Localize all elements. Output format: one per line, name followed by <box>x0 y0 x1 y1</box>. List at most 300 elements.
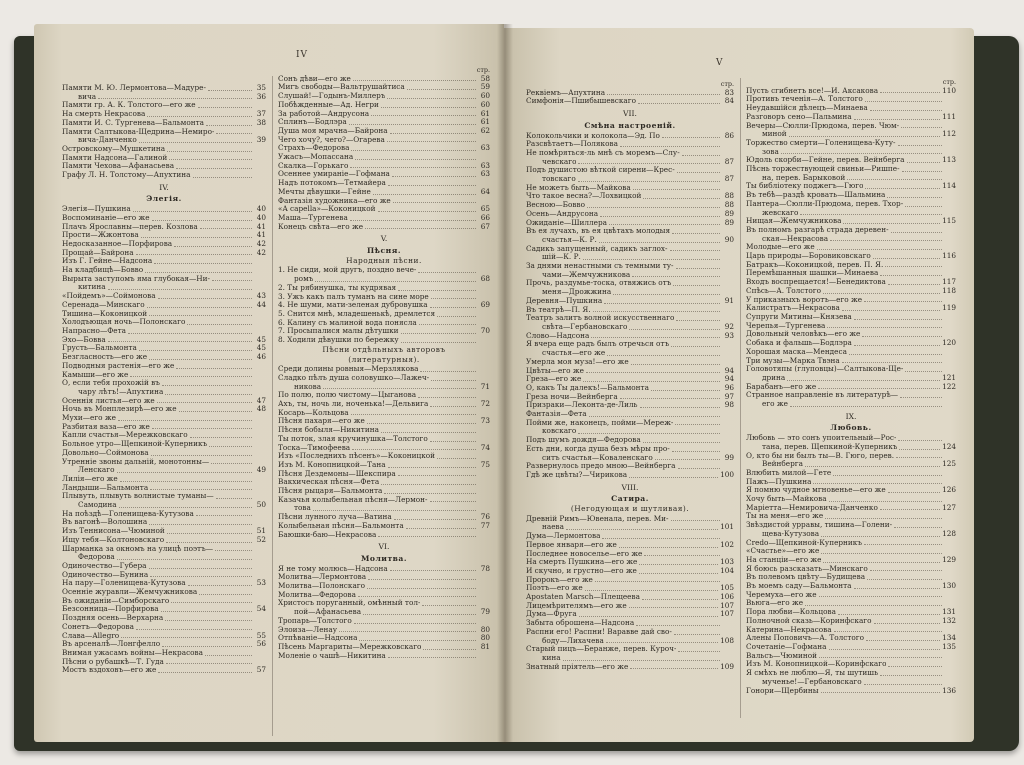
toc-entry <box>62 658 266 667</box>
dot-leader <box>823 287 940 294</box>
dot-leader <box>339 626 476 633</box>
dot-leader <box>599 236 720 243</box>
dot-leader <box>620 140 720 147</box>
toc-entry <box>746 200 956 209</box>
toc-entry <box>278 153 490 162</box>
toc-entry-page: 77 <box>480 521 490 530</box>
toc-entry-page: 37 <box>256 110 266 119</box>
dot-leader <box>167 527 252 534</box>
toc-entry <box>746 687 956 696</box>
toc-entry-page <box>944 573 956 582</box>
dot-leader <box>790 400 942 407</box>
dot-leader <box>205 649 252 656</box>
toc-entry-title: Полночной сказь—Коринфскаго <box>746 616 872 625</box>
toc-entry-page <box>944 95 956 104</box>
toc-entry-title: Apostaten Marsch—Плещеева <box>526 593 640 602</box>
toc-entry-page <box>722 419 734 428</box>
toc-entry-page <box>254 553 266 562</box>
dot-leader <box>384 487 476 494</box>
toc-entry-title: Древній Римъ—Ювенала, перев. Ми- <box>526 514 669 523</box>
toc-entry-title: Пѣсня пахаря—его же <box>278 417 365 426</box>
toc-entry-page <box>722 427 734 436</box>
toc-entry-title: Вакхическая пѣсня—Фета <box>278 478 380 487</box>
toc-entry-title: Я не тому молюсь—Надсона <box>278 564 388 573</box>
toc-entry-page <box>254 440 266 449</box>
toc-entry-page <box>254 371 266 380</box>
toc-entry <box>526 314 734 323</box>
toc-entry-title: Три музы—Марка Твэна <box>746 356 840 365</box>
toc-entry-title: Первое января—его же <box>526 540 617 549</box>
toc-entry <box>62 101 266 110</box>
toc-entry <box>526 288 734 297</box>
toc-entry-title: На смерть Пушкина—его же <box>526 558 638 567</box>
toc-entry-title: Лилія—его же <box>62 474 118 483</box>
toc-entry <box>278 75 490 84</box>
dot-leader <box>176 362 252 369</box>
toc-entry <box>62 397 266 406</box>
toc-entry-title: Ожиданіе—Шиллера <box>526 218 608 227</box>
dot-leader <box>631 358 720 365</box>
dot-leader <box>158 292 252 299</box>
toc-entry-page: 112 <box>942 130 956 139</box>
dot-leader <box>368 573 476 580</box>
toc-entry-title: Мечты дѣвушки—Гейне <box>278 187 371 196</box>
dot-leader <box>350 162 476 169</box>
toc-entry <box>278 144 490 153</box>
dot-leader <box>620 393 720 400</box>
dot-leader <box>819 591 942 598</box>
toc-entry-title: Серенада—Минскаго <box>62 300 145 309</box>
toc-entry <box>746 191 956 200</box>
toc-entry-page: 121 <box>942 373 956 382</box>
dot-leader <box>350 214 476 221</box>
toc-entry-page <box>944 313 956 322</box>
toc-entry-title: Забыта оброшена—Надсона <box>526 619 635 628</box>
column-header-str: стр. <box>720 80 734 88</box>
toc-entry-title: Греза—его же <box>526 375 582 384</box>
toc-entry <box>62 545 266 554</box>
toc-entry-title: Любовь — это сонъ упоительный—Рос- <box>746 434 897 443</box>
toc-entry-title: Въ театрѣ—П. Я. <box>526 305 591 314</box>
toc-entry-page: 109 <box>720 662 734 671</box>
dot-leader <box>675 419 720 426</box>
toc-entry-title: Подъ душистою вѣткой сирени—Крес- <box>526 166 675 175</box>
dot-leader <box>591 332 720 339</box>
toc-entry-page: 106 <box>720 593 734 602</box>
toc-entry <box>526 253 734 262</box>
toc-entry-title: Слава—Allegro <box>62 631 120 640</box>
toc-entry <box>526 375 734 384</box>
toc-entry-page: 87 <box>724 157 734 166</box>
toc-entry-page: 100 <box>720 470 734 479</box>
toc-entry-title: Ночь въ Монплезирѣ—его же <box>62 405 177 414</box>
toc-entry <box>62 605 266 614</box>
dot-leader <box>600 210 720 217</box>
toc-entry-page <box>478 179 490 188</box>
toc-entry-title: Больное утро—Щепкиной-Куперникъ <box>62 440 208 449</box>
toc-entry <box>746 252 956 261</box>
toc-entry-title: боду—Лихачева <box>542 636 604 645</box>
dot-leader <box>390 565 476 572</box>
toc-entry-page <box>944 139 956 148</box>
toc-entry-title: Сладко пѣлъ душа соловушко—Лажеч- <box>278 373 430 382</box>
toc-entry <box>62 510 266 519</box>
toc-entry-page: 129 <box>942 555 956 564</box>
toc-entry-page: 56 <box>256 640 266 649</box>
toc-entry-page <box>944 400 956 409</box>
dot-leader <box>867 573 942 580</box>
toc-entry-title: Элоиза—Ленау <box>278 625 338 634</box>
section-number: IX. <box>845 411 857 421</box>
toc-entry-page <box>944 235 956 244</box>
dot-leader <box>206 119 252 126</box>
dot-leader <box>152 423 252 430</box>
toc-entry-page: 110 <box>942 86 956 95</box>
toc-entry-page: 53 <box>256 579 266 588</box>
toc-entry <box>746 330 956 339</box>
toc-entry-page <box>944 226 956 235</box>
toc-entry-title: Пажъ—Пушкина <box>746 477 812 486</box>
dot-leader <box>674 628 720 635</box>
dot-leader <box>133 205 252 212</box>
toc-entry <box>746 460 956 469</box>
toc-entry <box>746 113 956 122</box>
dot-leader <box>381 426 476 433</box>
toc-entry-title: китина <box>78 283 106 292</box>
toc-entry-title: Тропарь—Толстого <box>278 616 352 625</box>
toc-entry-page <box>944 452 956 461</box>
toc-entry-title: Христосъ поруганный, омѣнный тол- <box>278 599 421 608</box>
toc-entry-title: Пѣсня рыцаря—Бальмонта <box>278 487 383 496</box>
toc-entry-title: О, какъ Ты далекъ!—Бальмонта <box>526 383 649 392</box>
dot-leader <box>198 101 252 108</box>
toc-entry-title: Баюшки-баю—Некрасова <box>278 530 377 539</box>
toc-entry-title: ситъ счастья—Коваленскаго <box>542 453 653 462</box>
toc-entry-title: 6. Калину съ малиной вода понясла <box>278 318 417 327</box>
toc-entry-page: 102 <box>720 540 734 549</box>
toc-entry-page: 94 <box>724 366 734 375</box>
toc-entry-page <box>944 122 956 131</box>
toc-entry-page <box>722 140 734 149</box>
dot-leader <box>398 470 476 477</box>
toc-entry-title: Памяти И. С. Тургенева—Бальмонта <box>62 118 204 127</box>
dot-leader <box>190 431 252 438</box>
dot-leader <box>121 632 252 639</box>
toc-entry <box>62 136 266 145</box>
toc-entry-title: Поздняя осень—Верхарна <box>62 614 164 623</box>
dot-leader <box>98 93 252 100</box>
toc-entry <box>278 409 490 418</box>
toc-entry-title: Прочь, раздумье-тоска, отвяжись отъ <box>526 279 672 288</box>
toc-entry <box>62 518 266 527</box>
toc-entry-page <box>478 591 490 600</box>
toc-entry <box>62 632 266 641</box>
toc-entry <box>746 348 956 357</box>
toc-entry <box>526 140 734 149</box>
toc-entry <box>278 197 490 206</box>
dot-leader <box>179 405 252 412</box>
dot-leader <box>870 104 942 111</box>
toc-entry <box>62 553 266 562</box>
toc-entry <box>278 591 490 600</box>
toc-entry-page: 134 <box>942 634 956 643</box>
toc-entry <box>746 660 956 669</box>
dot-leader <box>639 567 718 574</box>
toc-entry <box>278 188 490 197</box>
toc-entry <box>746 582 956 591</box>
toc-entry-page: 63 <box>480 161 490 170</box>
book-spine <box>497 24 513 744</box>
dot-leader <box>430 435 476 442</box>
toc-entry-page <box>254 614 266 623</box>
toc-entry <box>62 649 266 658</box>
toc-entry-title: Умерла моя муза!—его же <box>526 357 629 366</box>
toc-entry-title: Мухи—его же <box>62 414 116 423</box>
toc-entry-page <box>478 153 490 162</box>
toc-entry-page: 111 <box>942 112 956 121</box>
toc-entry <box>526 654 734 663</box>
toc-entry-title: Пѣсня бобыля—Никитина <box>278 426 379 435</box>
toc-entry <box>278 319 490 328</box>
toc-entry-title: Пѣсни о рубашкѣ—Т. Гуда <box>62 657 164 666</box>
dot-leader <box>209 440 252 447</box>
section-number: VII. <box>623 109 637 119</box>
toc-entry <box>526 584 734 593</box>
toc-entry <box>746 521 956 530</box>
toc-entry-title: Колокольчики и колокола—Эд. По <box>526 131 660 140</box>
toc-entry-title: Я помню чудное мгновенье—его же <box>746 486 886 495</box>
toc-entry-page <box>254 145 266 154</box>
toc-entry <box>62 249 266 258</box>
toc-entry <box>62 501 266 510</box>
toc-entry-title: Капли счастья—Мережковскаго <box>62 431 188 440</box>
toc-entry-page <box>254 310 266 319</box>
dot-leader <box>154 257 252 264</box>
toc-entry-page: 88 <box>724 201 734 210</box>
toc-entry-page <box>254 101 266 110</box>
dot-leader <box>891 226 942 233</box>
toc-entry-page <box>722 550 734 559</box>
toc-entry-page: 131 <box>942 608 956 617</box>
toc-entry-page: 65 <box>480 205 490 214</box>
toc-entry-page <box>478 266 490 275</box>
toc-entry-title: Скалка—Горькаго <box>278 161 349 170</box>
dot-leader <box>629 471 718 478</box>
dot-leader <box>838 608 940 615</box>
toc-entry <box>526 593 734 602</box>
toc-entry-page: 59 <box>480 83 490 92</box>
dot-leader <box>642 593 718 600</box>
toc-entry-page: 38 <box>256 118 266 127</box>
toc-entry-page: 71 <box>480 382 490 391</box>
toc-entry-page: 96 <box>724 383 734 392</box>
toc-entry-page <box>944 660 956 669</box>
dot-leader <box>880 504 940 511</box>
toc-entry-title: Перемѣшанныя шашки—Минаева <box>746 269 879 278</box>
toc-entry-title: Отпѣваніе—Надсона <box>278 634 358 643</box>
toc-entry-title: 5. Снится мнѣ, младешенькѣ, дремлется <box>278 309 436 318</box>
toc-entry-page <box>254 545 266 554</box>
toc-entry <box>746 357 956 366</box>
toc-entry-title: Черемуха—его же <box>746 590 817 599</box>
toc-entry-page: 47 <box>256 396 266 405</box>
toc-entry-page <box>722 288 734 297</box>
toc-entry-title: Супруги Митины—Князева <box>746 312 852 321</box>
toc-entry <box>62 336 266 345</box>
dot-leader <box>147 110 252 117</box>
dot-leader <box>430 400 476 407</box>
toc-entry-title: счастья—К. Р. <box>542 235 597 244</box>
toc-entry <box>278 617 490 626</box>
toc-entry-title: Вьюга—его же <box>746 599 804 608</box>
toc-entry-title: 3. Ужъ какъ палъ туманъ на сине море <box>278 292 429 301</box>
toc-entry-title: Греза ночи—Вейнберга <box>526 392 618 401</box>
toc-entry-title: Изъ Г. Гейне—Надсона <box>62 257 153 266</box>
toc-entry-title: Алены Поповичъ—А. Толстого <box>746 634 865 643</box>
toc-entry-page <box>722 306 734 315</box>
toc-entry-page <box>254 562 266 571</box>
toc-entry <box>526 279 734 288</box>
toc-entry-title: Воспоминаніе—его же <box>62 213 150 222</box>
toc-entry <box>526 158 734 167</box>
toc-entry-title: Грусть—Бальмонта <box>62 344 137 353</box>
toc-entry-title: Слово—Надсона <box>526 331 590 340</box>
toc-entry-page: 118 <box>942 286 956 295</box>
toc-entry <box>526 541 734 550</box>
dot-leader <box>619 541 718 548</box>
toc-entry <box>526 219 734 228</box>
toc-entry-page: 113 <box>942 156 956 165</box>
toc-entry-title: Одиночество—Бунина <box>62 570 149 579</box>
toc-entry-page <box>254 449 266 458</box>
dot-leader <box>595 576 720 583</box>
toc-entry <box>278 461 490 470</box>
toc-entry-page: 120 <box>942 339 956 348</box>
dot-leader <box>566 523 718 530</box>
toc-entry-page <box>254 623 266 632</box>
toc-entry-title: У приказныхъ воротъ—его же <box>746 295 863 304</box>
toc-entry-page: 63 <box>480 144 490 153</box>
toc-entry-title: Последнее новоселье—его же <box>526 549 643 558</box>
toc-entry-page <box>478 617 490 626</box>
toc-entry-title: Гдѣ же цвѣты?—Чирикова <box>526 470 628 479</box>
toc-entry <box>526 166 734 175</box>
toc-entry-page: 83 <box>724 88 734 97</box>
dot-leader <box>900 391 942 398</box>
toc-entry-page <box>944 495 956 504</box>
toc-entry-page <box>944 539 956 548</box>
dot-leader <box>378 531 476 538</box>
toc-entry <box>278 652 490 661</box>
toc-entry-page <box>722 628 734 637</box>
toc-entry-page: 126 <box>942 486 956 495</box>
section-number: VI. <box>378 542 390 552</box>
toc-entry-title: Мигъ свободы—Вальтрушайтиса <box>278 83 405 92</box>
toc-entry-page: 117 <box>942 278 956 287</box>
toc-entry-page: 68 <box>480 275 490 284</box>
toc-entry-title: За работой—Андрусона <box>278 109 370 118</box>
dot-leader <box>843 217 940 224</box>
toc-entry-title: Напрасно—Фета <box>62 326 127 335</box>
dot-leader <box>864 539 942 546</box>
toc-entry-page <box>944 365 956 374</box>
dot-leader <box>587 201 720 208</box>
dot-leader <box>639 558 718 565</box>
toc-entry-page: 88 <box>724 192 734 201</box>
toc-entry <box>62 414 266 423</box>
toc-entry <box>62 119 266 128</box>
toc-entry-title: Въ моемъ саду—Бальмонта <box>746 582 852 591</box>
toc-entry-page <box>254 431 266 440</box>
toc-entry-page <box>944 469 956 478</box>
toc-entry-page: 60 <box>480 100 490 109</box>
dot-leader <box>437 310 476 317</box>
toc-entry <box>526 323 734 332</box>
dot-leader <box>887 191 942 198</box>
toc-entry <box>526 132 734 141</box>
toc-entry-title: Фантазія художника—его же <box>278 196 391 205</box>
toc-entry-title: Внимая ужасамъ войны—Некрасова <box>62 649 204 657</box>
toc-entry-title: Камыши—его же <box>62 370 129 379</box>
toc-entry-page: 49 <box>256 466 266 475</box>
toc-entry-page <box>478 197 490 206</box>
toc-entry-page <box>254 327 266 336</box>
dot-leader <box>136 249 252 256</box>
toc-entry-page <box>722 184 734 193</box>
dot-leader <box>359 634 476 641</box>
dot-leader <box>579 610 718 617</box>
toc-entry-page: 119 <box>942 304 956 313</box>
dot-leader <box>215 545 252 552</box>
toc-entry-page <box>722 314 734 323</box>
toc-entry-title: Тоска—Тимофеева <box>278 443 351 452</box>
toc-entry-title: миной <box>762 130 787 139</box>
dot-leader <box>211 458 252 465</box>
toc-entry-title: Маша—Тургенева <box>278 213 348 222</box>
toc-entry <box>278 565 490 574</box>
dot-leader <box>196 510 252 517</box>
dot-leader <box>849 348 942 355</box>
toc-entry-page <box>944 521 956 530</box>
toc-entry-page <box>254 318 266 327</box>
toc-entry-title: Федорова <box>78 553 115 562</box>
dot-leader <box>199 588 252 595</box>
toc-entry-title: Одиночество—Губера <box>62 561 147 570</box>
toc-entry <box>526 471 734 480</box>
toc-entry-title: Сочетаніе—Гофмана <box>746 643 827 651</box>
toc-entry-page <box>478 319 490 328</box>
toc-entry-title: Плачъ Ярославны—перев. Козлова <box>62 222 198 231</box>
toc-entry-title: Страхъ—Федорова <box>278 144 350 153</box>
toc-entry-page: 86 <box>724 131 734 140</box>
dot-leader <box>108 336 252 343</box>
toc-entry-title: Пантера—Сюлли-Прюдома, перев. Тхор- <box>746 199 904 208</box>
toc-entry-title: Утренніе звоны дальній, монотонны— <box>62 457 210 466</box>
toc-entry-title: Сонъ дѣви—его же <box>278 74 351 83</box>
toc-entry-page <box>944 591 956 600</box>
toc-entry-page <box>478 487 490 496</box>
toc-entry-page <box>722 262 734 271</box>
dot-leader <box>401 336 476 343</box>
toc-entry-title: Изъ Теннисона—Чюминой <box>62 527 165 536</box>
toc-entry-title: Плывуть, плывуть волнистые туманы— <box>62 492 214 501</box>
toc-entry <box>526 236 734 245</box>
dot-leader <box>149 353 252 360</box>
toc-entry-title: Памяти гр. А. К. Толстого—его же <box>62 101 196 110</box>
toc-entry <box>746 156 956 165</box>
toc-entry <box>526 349 734 358</box>
dot-leader <box>157 397 252 404</box>
